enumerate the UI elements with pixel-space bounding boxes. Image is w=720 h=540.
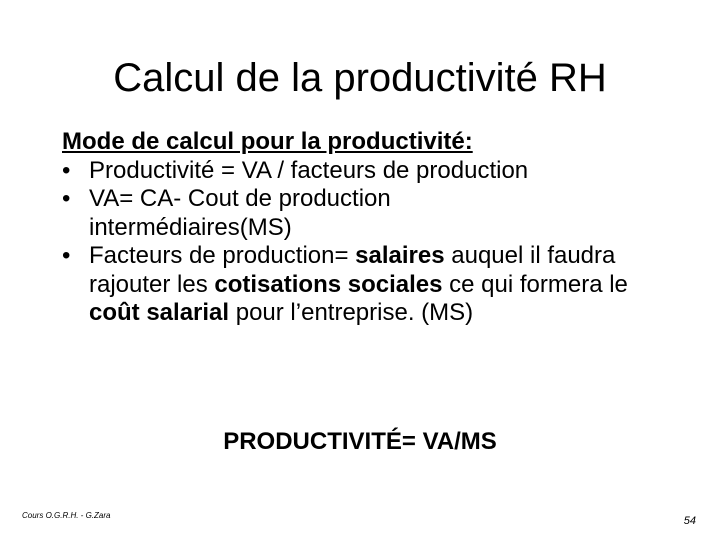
bullet-text: Productivité = VA / facteurs de production xyxy=(89,156,529,184)
bullet-text-line2: intermédiaires(MS) xyxy=(89,213,292,241)
footer-course-credit: Cours O.G.R.H. - G.Zara xyxy=(22,511,111,520)
section-heading: Mode de calcul pour la productivité: xyxy=(62,128,473,155)
slide-content xyxy=(62,128,682,328)
bold-term-cotisations: cotisations sociales xyxy=(214,270,443,298)
bold-term-cout-salarial: coût salarial xyxy=(89,299,230,326)
page-number: 54 xyxy=(683,515,696,527)
bullet-marker: • xyxy=(62,242,71,269)
bullet-text-part1: Facteurs de production= xyxy=(89,242,356,269)
bullet-marker: • xyxy=(62,156,71,184)
bold-term-salaires: salaires xyxy=(355,242,445,269)
bullet-productivity-formula xyxy=(62,157,682,186)
bullet-text-part3: ce qui formera le xyxy=(442,270,628,298)
bullet-text-part2: auquel il faudra rajouter les xyxy=(89,242,616,298)
bullet-marker: • xyxy=(62,185,71,212)
bullet-text-part4: pour l’entreprise. (MS) xyxy=(229,299,474,326)
slide-title: Calcul de la productivité RH xyxy=(113,56,607,100)
bullet-va-formula xyxy=(62,185,682,242)
bullet-production-factors xyxy=(62,242,682,328)
productivity-formula xyxy=(0,428,720,456)
bullet-text-line1: VA= CA- Cout de production xyxy=(89,185,391,212)
formula-text: PRODUCTIVITÉ= VA/MS xyxy=(223,428,497,455)
